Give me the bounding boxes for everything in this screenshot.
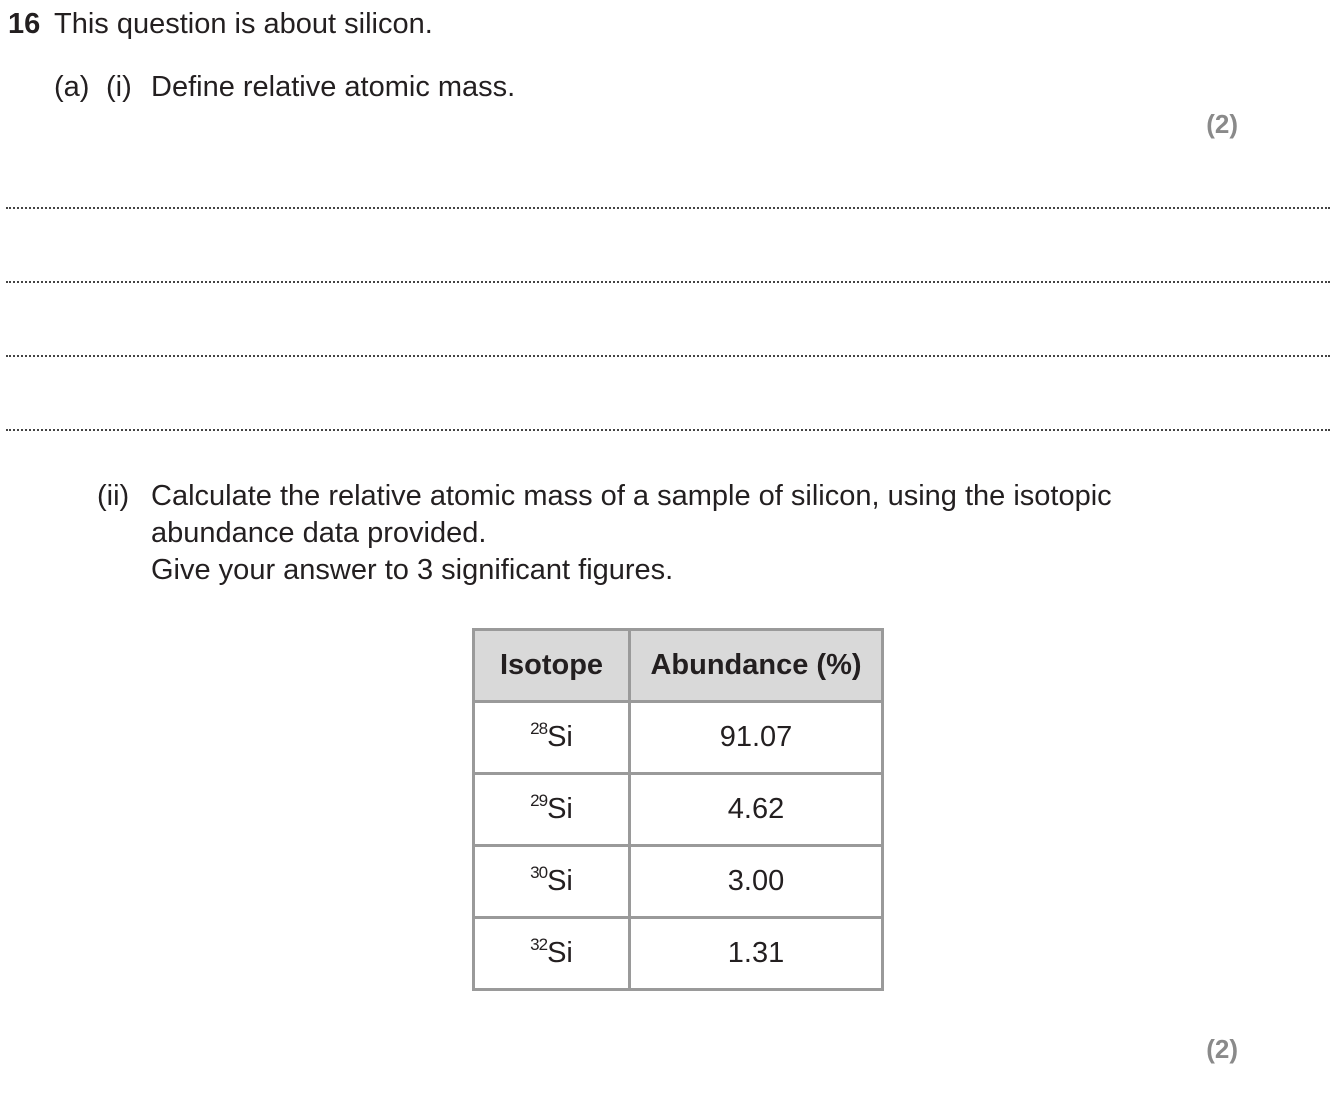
isotope-cell: [474, 702, 630, 774]
isotope-cell: [474, 918, 630, 990]
isotope-cell: [474, 774, 630, 846]
question-number: 16: [8, 8, 41, 40]
sub-part-ii-label: (ii): [97, 480, 130, 512]
isotope-cell: [474, 846, 630, 918]
abundance-cell: 3.00: [630, 846, 883, 918]
isotope-abundance-table: [472, 628, 884, 991]
element-symbol: Si: [547, 865, 573, 897]
table-row: [474, 702, 883, 774]
answer-line-1[interactable]: [6, 207, 1330, 209]
mass-number: 29: [530, 791, 548, 810]
element-symbol: Si: [547, 937, 573, 969]
mass-number: 28: [530, 719, 548, 738]
abundance-cell: 91.07: [630, 702, 883, 774]
answer-line-4[interactable]: [6, 429, 1330, 431]
abundance-cell: 1.31: [630, 918, 883, 990]
element-symbol: Si: [547, 721, 573, 753]
abundance-cell: 4.62: [630, 774, 883, 846]
marks-part-i: (2): [1206, 109, 1238, 139]
table-header-row: [474, 630, 883, 702]
sub-part-i-prompt: Define relative atomic mass.: [151, 71, 516, 103]
sub-part-ii-prompt: [151, 478, 1231, 589]
element-symbol: Si: [547, 793, 573, 825]
answer-line-3[interactable]: [6, 355, 1330, 357]
header-abundance: Abundance (%): [630, 630, 883, 702]
sub-part-ii-line-2: abundance data provided.: [151, 517, 487, 549]
header-isotope: Isotope: [474, 630, 630, 702]
table-row: [474, 846, 883, 918]
part-a-label: (a): [54, 71, 90, 103]
answer-line-2[interactable]: [6, 281, 1330, 283]
mass-number: 32: [530, 935, 548, 954]
marks-part-ii: (2): [1206, 1034, 1238, 1064]
sub-part-ii-line-3: Give your answer to 3 significant figures.: [151, 554, 674, 586]
table-row: [474, 774, 883, 846]
mass-number: 30: [530, 863, 548, 882]
question-intro: This question is about silicon.: [54, 8, 433, 40]
sub-part-ii-line-1: Calculate the relative atomic mass of a sample of silicon, using the isotopic: [151, 480, 1112, 512]
sub-part-i-label: (i): [106, 71, 132, 103]
table-row: [474, 918, 883, 990]
